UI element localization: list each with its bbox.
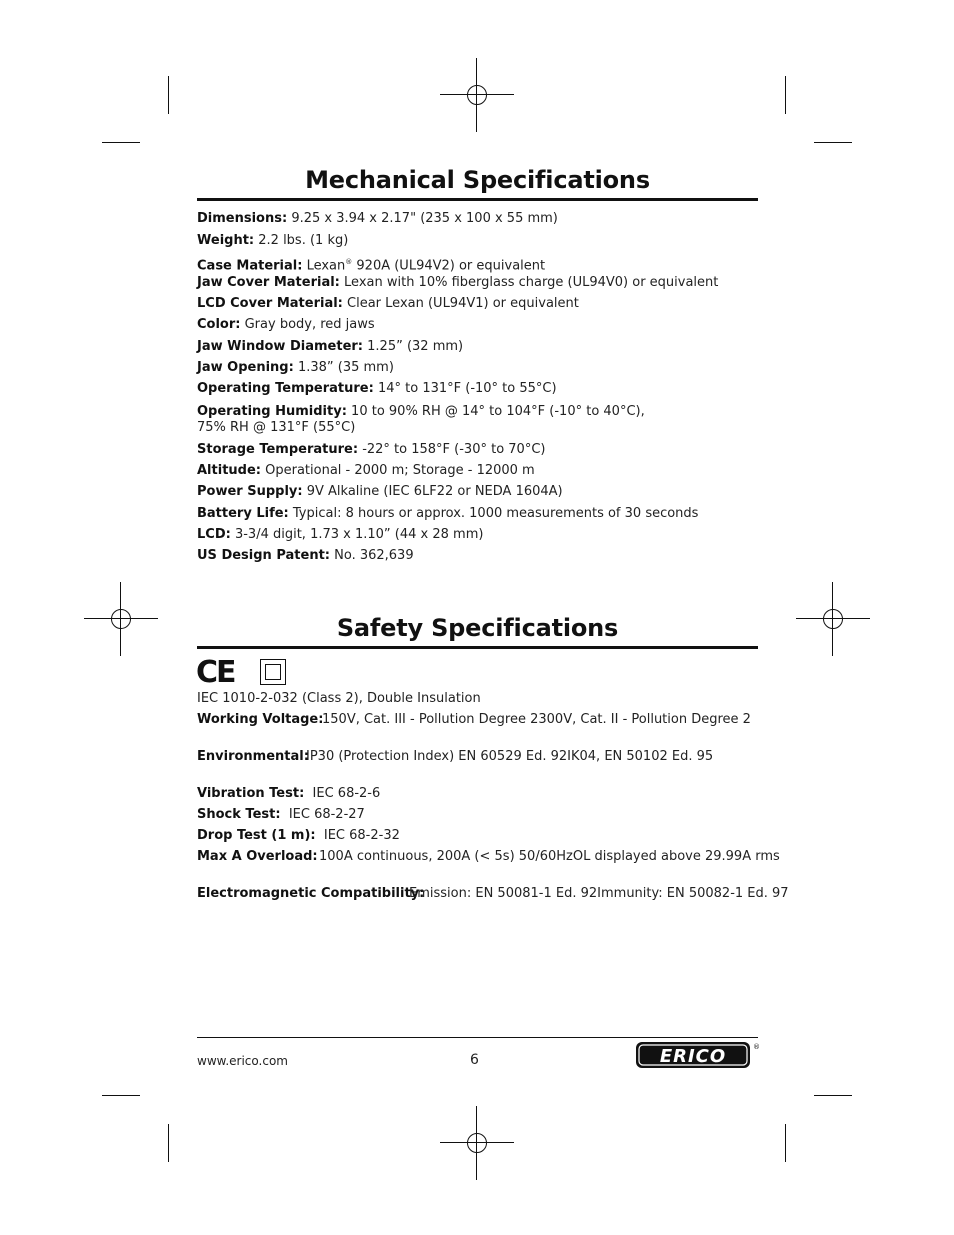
spec-altitude: Altitude: Operational - 2000 m; Storage - 12000 m xyxy=(197,463,535,478)
spec-operating-humidity: Operating Humidity: 10 to 90% RH @ 14° to 104°F (-10° to 40°C), 75% RH @ 131°F (55°C) xyxy=(197,404,645,435)
spec-environmental: Environmental: xyxy=(197,749,309,764)
spec-shock-test: Shock Test: IEC 68-2-27 xyxy=(197,807,365,822)
spec-environmental-value: IP30 (Protection Index) EN 60529 Ed. 92IK04, EN 50102 Ed. 95 xyxy=(306,749,714,764)
spec-color: Color: Gray body, red jaws xyxy=(197,317,375,332)
spec-max-a-overload: Max A Overload: xyxy=(197,849,318,864)
double-insulation-icon xyxy=(260,659,286,685)
spec-case-material: Case Material: Lexan® 920A (UL94V2) or equivalent xyxy=(197,258,546,274)
spec-dimensions: Dimensions: 9.25 x 3.94 x 2.17" (235 x 100 x 55 mm) xyxy=(197,211,558,226)
spec-lcd-cover-material: LCD Cover Material: Clear Lexan (UL94V1) or equivalent xyxy=(197,296,579,311)
safety-title-rule xyxy=(197,646,758,649)
spec-us-design-patent: US Design Patent: No. 362,639 xyxy=(197,548,414,563)
spec-vibration-test: Vibration Test: IEC 68-2-6 xyxy=(197,786,381,801)
spec-electromagnetic-compatibility: Electromagnetic Compatibility: xyxy=(197,886,425,901)
safety-title: Safety Specifications xyxy=(336,614,619,642)
registration-mark-left xyxy=(84,582,158,656)
spec-jaw-window-diameter: Jaw Window Diameter: 1.25” (32 mm) xyxy=(197,339,464,354)
spec-max-a-overload-value: 100A continuous, 200A (< 5s) 50/60HzOL displayed above 29.99A rms xyxy=(319,849,780,864)
page-number: 6 xyxy=(470,1052,479,1068)
spec-weight: Weight: 2.2 lbs. (1 kg) xyxy=(197,233,349,248)
spec-jaw-opening: Jaw Opening: 1.38” (35 mm) xyxy=(197,360,394,375)
crop-mark xyxy=(168,76,169,114)
spec-power-supply: Power Supply: 9V Alkaline (IEC 6LF22 or NEDA 1604A) xyxy=(197,484,563,499)
ce-mark-icon: CE xyxy=(196,655,235,690)
crop-mark xyxy=(168,1124,169,1162)
crop-mark xyxy=(814,1095,852,1096)
spec-lcd: LCD: 3-3/4 digit, 1.73 x 1.10” (44 x 28 mm) xyxy=(197,527,484,542)
mechanical-title: Mechanical Specifications xyxy=(305,166,650,194)
crop-mark xyxy=(814,142,852,143)
footer-rule xyxy=(197,1037,758,1038)
erico-logo xyxy=(634,1040,752,1070)
spec-working-voltage: Working Voltage: xyxy=(197,712,324,727)
spec-working-voltage-value: 150V, Cat. III - Pollution Degree 2300V, Cat. II - Pollution Degree 2 xyxy=(322,712,751,727)
spec-jaw-cover-material: Jaw Cover Material: Lexan with 10% fiberglass charge (UL94V0) or equivalent xyxy=(197,275,719,290)
crop-mark xyxy=(102,142,140,143)
spec-battery-life: Battery Life: Typical: 8 hours or approx. 1000 measurements of 30 seconds xyxy=(197,506,699,521)
spec-drop-test: Drop Test (1 m): IEC 68-2-32 xyxy=(197,828,400,843)
crop-mark xyxy=(102,1095,140,1096)
registration-mark-bottom xyxy=(440,1106,514,1180)
spec-operating-temperature: Operating Temperature: 14° to 131°F (-10° to 55°C) xyxy=(197,381,557,396)
spec-storage-temperature: Storage Temperature: -22° to 158°F (-30° to 70°C) xyxy=(197,442,546,457)
erico-logo-text: ERICO xyxy=(659,1046,727,1067)
mechanical-title-rule xyxy=(197,198,758,201)
safety-standard: IEC 1010-2-032 (Class 2), Double Insulation xyxy=(197,691,481,706)
registration-mark-right xyxy=(796,582,870,656)
footer-url: www.erico.com xyxy=(197,1054,288,1068)
registration-mark-top xyxy=(440,58,514,132)
logo-registered-mark: ® xyxy=(753,1043,760,1051)
crop-mark xyxy=(785,76,786,114)
crop-mark xyxy=(785,1124,786,1162)
spec-electromagnetic-compatibility-value: Emission: EN 50081-1 Ed. 92Immunity: EN 50082-1 Ed. 97 xyxy=(409,886,789,901)
